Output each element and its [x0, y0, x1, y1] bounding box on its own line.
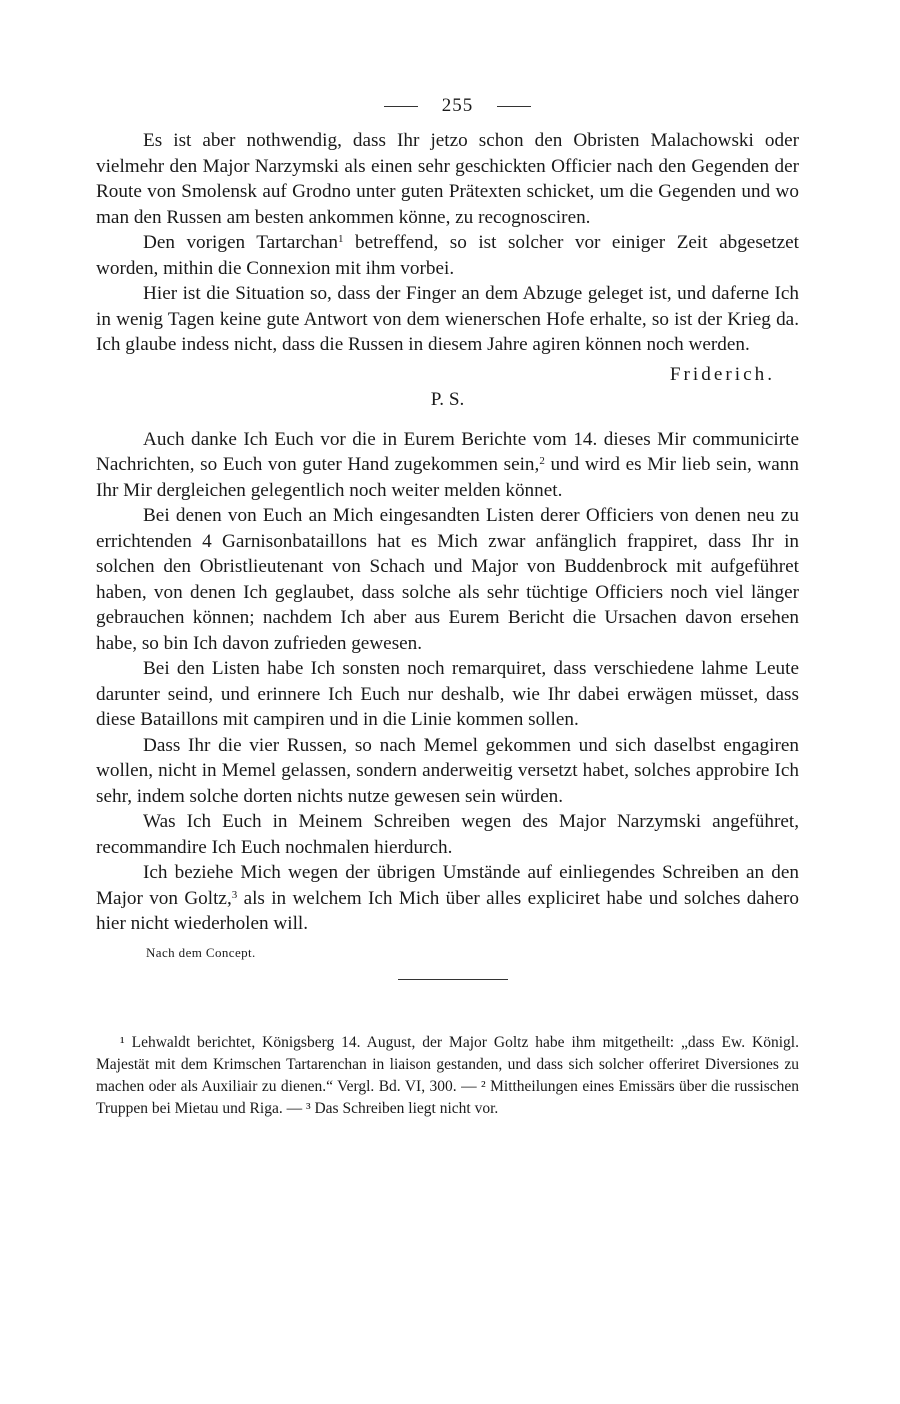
postscript-body: [96, 427, 799, 937]
paragraph-text: Ich beziehe Mich wegen der übrigen Umstände auf einliegendes Schreiben an den Major von Goltz,: [96, 862, 799, 909]
paragraph: Hier ist die Situation so, dass der Finger an dem Abzuge geleget ist, und daferne Ich in wenig Tagen keine gute Antwort von dem wienerschen Hofe erhalte, so ist der Krieg da. Ich glaube indess nicht, dass die Russen in diesem Jahre agiren können noch werden.: [96, 283, 799, 355]
footnote-marker: 1: [337, 233, 344, 245]
signature: Friderich.: [669, 363, 775, 385]
paragraph: [96, 427, 799, 504]
footnote-marker: 3: [231, 888, 238, 901]
paragraph-text: und wird es Mir lieb sein, wann Ihr Mir dergleichen gelegentlich noch weiter melden könnet.: [96, 454, 799, 501]
paragraph-text: Den vorigen Tartarchan: [143, 232, 338, 253]
paragraph: Bei den Listen habe Ich sonsten noch remarquiret, dass verschiedene lahme Leute darunter seind, und erinnere Ich Euch nur deshalb, wie Ihr dabei erwägen müsset, dass diese Bataillons mit campiren und in die Linie kommen sollen.: [96, 658, 799, 730]
footnotes: ¹ Lehwaldt berichtet, Königsberg 14. August, der Major Goltz habe ihm mitgetheilt: „dass Ew. Königl. Majestät mit dem Krimschen Tartarenchan in liaison gestanden, und dass sich solcher offeriret Diversiones zu machen oder als Auxiliair zu dienen.“ Vergl. Bd. VI, 300. — ² Mittheilungen eines Emissärs über die russischen Truppen bei Mietau und Riga. — ³ Das Schreiben liegt nicht vor.: [96, 1033, 799, 1117]
paragraph: Was Ich Euch in Meinem Schreiben wegen des Major Narzymski angeführet, recommandire Ich Euch nochmalen hierdurch.: [96, 811, 799, 858]
paragraph: [96, 860, 799, 937]
footnote-marker: 2: [539, 455, 545, 467]
page-header: [116, 92, 799, 120]
paragraph: Es ist aber nothwendig, dass Ihr jetzo schon den Obristen Malachowski oder vielmehr den Major Narzymski als einen sehr geschickten Officier nach den Gegenden der Route von Smolensk auf Grodno unter guten Prätexten schicket, um die Gegenden und wo man den Russen am besten ankommen könne, zu recognosciren.: [96, 130, 799, 228]
paragraph: [96, 230, 799, 281]
paragraph-text: betreffend, so ist solcher vor einiger Zeit abgesetzet worden, mithin die Connexion mit ihm vorbei.: [96, 232, 799, 279]
document-page: [96, 92, 799, 1120]
header-dash-left: [384, 106, 418, 107]
footnote-divider: [398, 979, 508, 980]
header-dash-right: [497, 106, 531, 107]
letter-body: [96, 128, 799, 358]
page-number: 255: [441, 95, 474, 116]
paragraph-text: als in welchem Ich Mich über alles expliciret habe und solches dahero hier nicht wiederholen will.: [96, 887, 799, 934]
source-note: Nach dem Concept.: [146, 944, 256, 960]
paragraph-text: Auch danke Ich Euch vor die in Eurem Berichte vom 14. dieses Mir communicirte Nachrichten, so Euch von guter Hand zugekommen sein,: [96, 428, 799, 475]
postscript-heading: P. S.: [430, 389, 465, 410]
paragraph: Bei denen von Euch an Mich eingesandten Listen derer Officiers von denen neu zu errichtenden 4 Garnisonbataillons hat es Mich zwar anfänglich frappiret, dass Ihr in solchen den Obristlieutenant von Schach und Major von Buddenbrock mit aufgeführet haben, von denen Ich geglaubet, dass solche als sehr tüchtige Officiers noch viel länger gebrauchen können; nachdem Ich aber aus Eurem Bericht die Ursachen davon ersehen habe, so bin Ich davon zufrieden gewesen.: [96, 505, 799, 654]
paragraph: Dass Ihr die vier Russen, so nach Memel gekommen und sich daselbst engagiren wollen, nicht in Memel gelassen, sondern anderweitig versetzt habet, solches approbire Ich sehr, indem solche dorten nichts nutze gewesen sein würden.: [96, 734, 799, 807]
